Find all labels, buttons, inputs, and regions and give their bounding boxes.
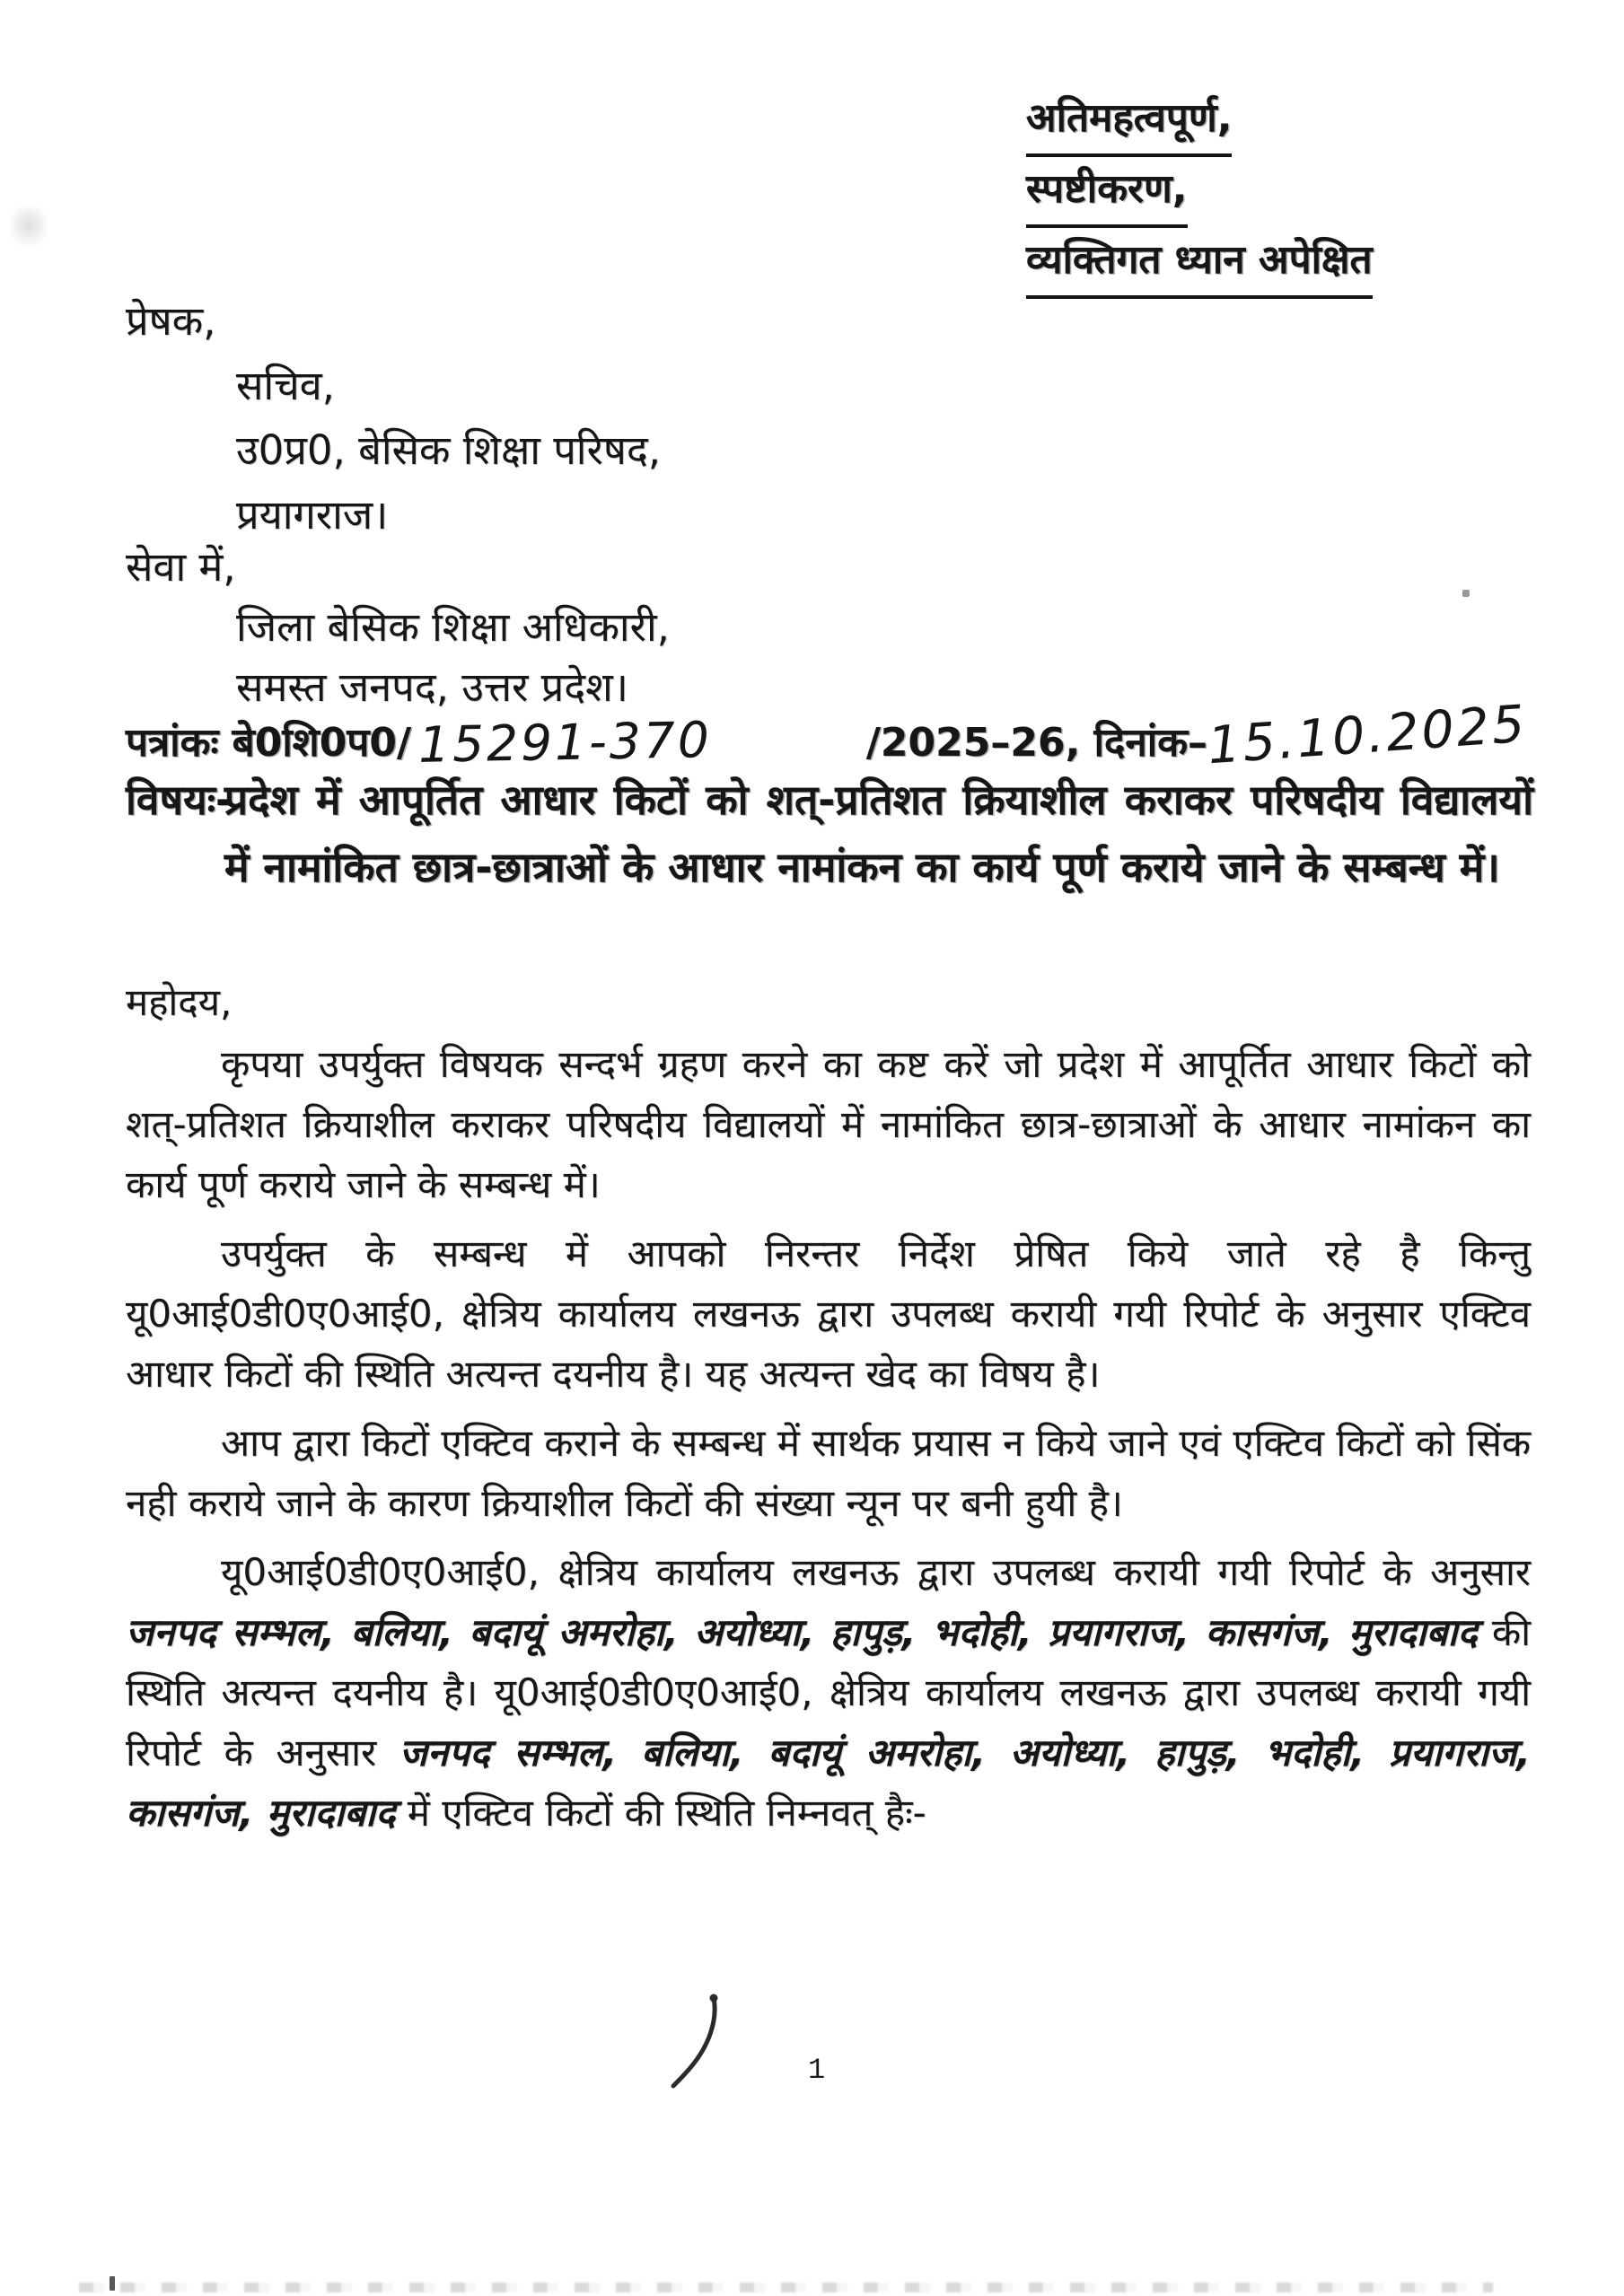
priority-tag-3-text: व्यक्तिगत ध्यान अपेक्षित xyxy=(1026,228,1373,299)
letter-number-prefix: पत्रांकः बे0शि0प0/ xyxy=(126,720,412,766)
paragraph-3: आप द्वारा किटों एक्टिव कराने के सम्बन्ध में सार्थक प्रयास न किये जाने एवं एक्टिव किटों को सिंक नही कराये जाने के कारण क्रियाशील किटों की संख्या न्यून पर बनी हुयी है। xyxy=(126,1421,1531,1525)
letter-body xyxy=(126,972,1531,1852)
paragraph-1: कृपया उपर्युक्त विषयक सन्दर्भ ग्रहण करने का कष्ट करें जो प्रदेश में आपूर्तित आधार किटों को शत्-प्रतिशत क्रियाशील कराकर परिषदीय विद्यालयों में नामांकित छात्र-छात्राओं के आधार नामांकन का कार्य पूर्ण कराये जाने के सम्बन्ध में। xyxy=(126,1042,1531,1206)
recipient-label: सेवा में, xyxy=(126,543,236,591)
sender-line-designation: सचिव, xyxy=(236,362,335,409)
priority-tag-3 xyxy=(1026,228,1373,299)
reference-line xyxy=(126,694,1598,776)
letter-year-and-date-label: /2025–26, दिनांक– xyxy=(865,720,1207,766)
district-list-emphasis-1: जनपद सम्भल, बलिया, बदायूं अमरोहा, अयोध्या, हापुड़, भदोही, प्रयागराज, कासगंज, मुरादाबाद xyxy=(126,1610,1478,1654)
priority-tag-2 xyxy=(1026,157,1373,228)
sender-line-organisation: उ0प्र0, बेसिक शिक्षा परिषद, xyxy=(236,426,662,474)
priority-tag-2-text: स्पष्टीकरण, xyxy=(1026,157,1188,228)
priority-tags xyxy=(1026,86,1373,299)
paragraph-4-segment-1: यू0आई0डी0ए0आई0, क्षेत्रिय कार्यालय लखनऊ द्वारा उपलब्ध करायी गयी रिपोर्ट के अनुसार xyxy=(221,1550,1531,1594)
recipient-line-region: समस्त जनपद, उत्तर प्रदेश। xyxy=(236,663,628,711)
sender-line-city: प्रयागराज। xyxy=(236,491,389,539)
handwritten-stroke xyxy=(666,1991,729,2094)
priority-tag-1-text: अतिमहत्वपूर्ण, xyxy=(1026,86,1232,157)
priority-tag-1 xyxy=(1026,86,1373,157)
paragraph-4 xyxy=(126,1542,1531,1843)
subject-text: प्रदेश में आपूर्तित आधार किटों को शत्-प्रतिशत क्रियाशील कराकर परिषदीय विद्यालयों में नामांकित छात्र-छात्राओं के आधार नामांकन का कार्य पूर्ण कराये जाने के सम्बन्ध में। xyxy=(224,776,1533,891)
recipient-block xyxy=(126,537,670,717)
subject-block xyxy=(126,767,1533,901)
salutation: महोदय, xyxy=(126,980,233,1024)
paragraph-4-segment-3: में एक्टिव किटों की स्थिति निम्नवत् हैः- xyxy=(395,1791,926,1835)
sender-label: प्रेषक, xyxy=(126,297,216,345)
scan-speck-artifact xyxy=(1462,590,1470,597)
subject-label: विषयः- xyxy=(126,776,233,824)
page-number: 1 xyxy=(808,2054,826,2087)
paragraph-4-segment-2: की स्थिति अत्यन्त दयनीय है। यू0आई0डी0ए0आई0, क्षेत्रिय कार्यालय लखनऊ द्वारा उपलब्ध करायी गयी रिपोर्ट के अनुसार xyxy=(126,1610,1531,1775)
sender-block xyxy=(126,289,661,548)
district-list-emphasis-2: जनपद सम्भल, बलिया, बदायूं अमरोहा, अयोध्या, हापुड़, भदोही, प्रयागराज, कासगंज, मुरादाबाद xyxy=(126,1731,1531,1835)
letter-date-handwritten: 15.10.2025 xyxy=(1206,694,1530,776)
bottom-edge-scan-artifact xyxy=(79,2283,1493,2292)
paragraph-2: उपर्युक्त के सम्बन्ध में आपको निरन्तर निर्देश प्रेषित किये जाते रहे है किन्तु यू0आई0डी0ए0आई0, क्षेत्रिय कार्यालय लखनऊ द्वारा उपलब्ध करायी गयी रिपोर्ट के अनुसार एक्टिव आधार किटों की स्थिति अत्यन्त दयनीय है। यह अत्यन्त खेद का विषय है। xyxy=(126,1231,1531,1396)
letter-number-handwritten: 15291-370 xyxy=(417,711,713,774)
recipient-line-designation: जिला बेसिक शिक्षा अधिकारी, xyxy=(236,603,670,651)
scan-smudge-artifact xyxy=(9,206,48,248)
